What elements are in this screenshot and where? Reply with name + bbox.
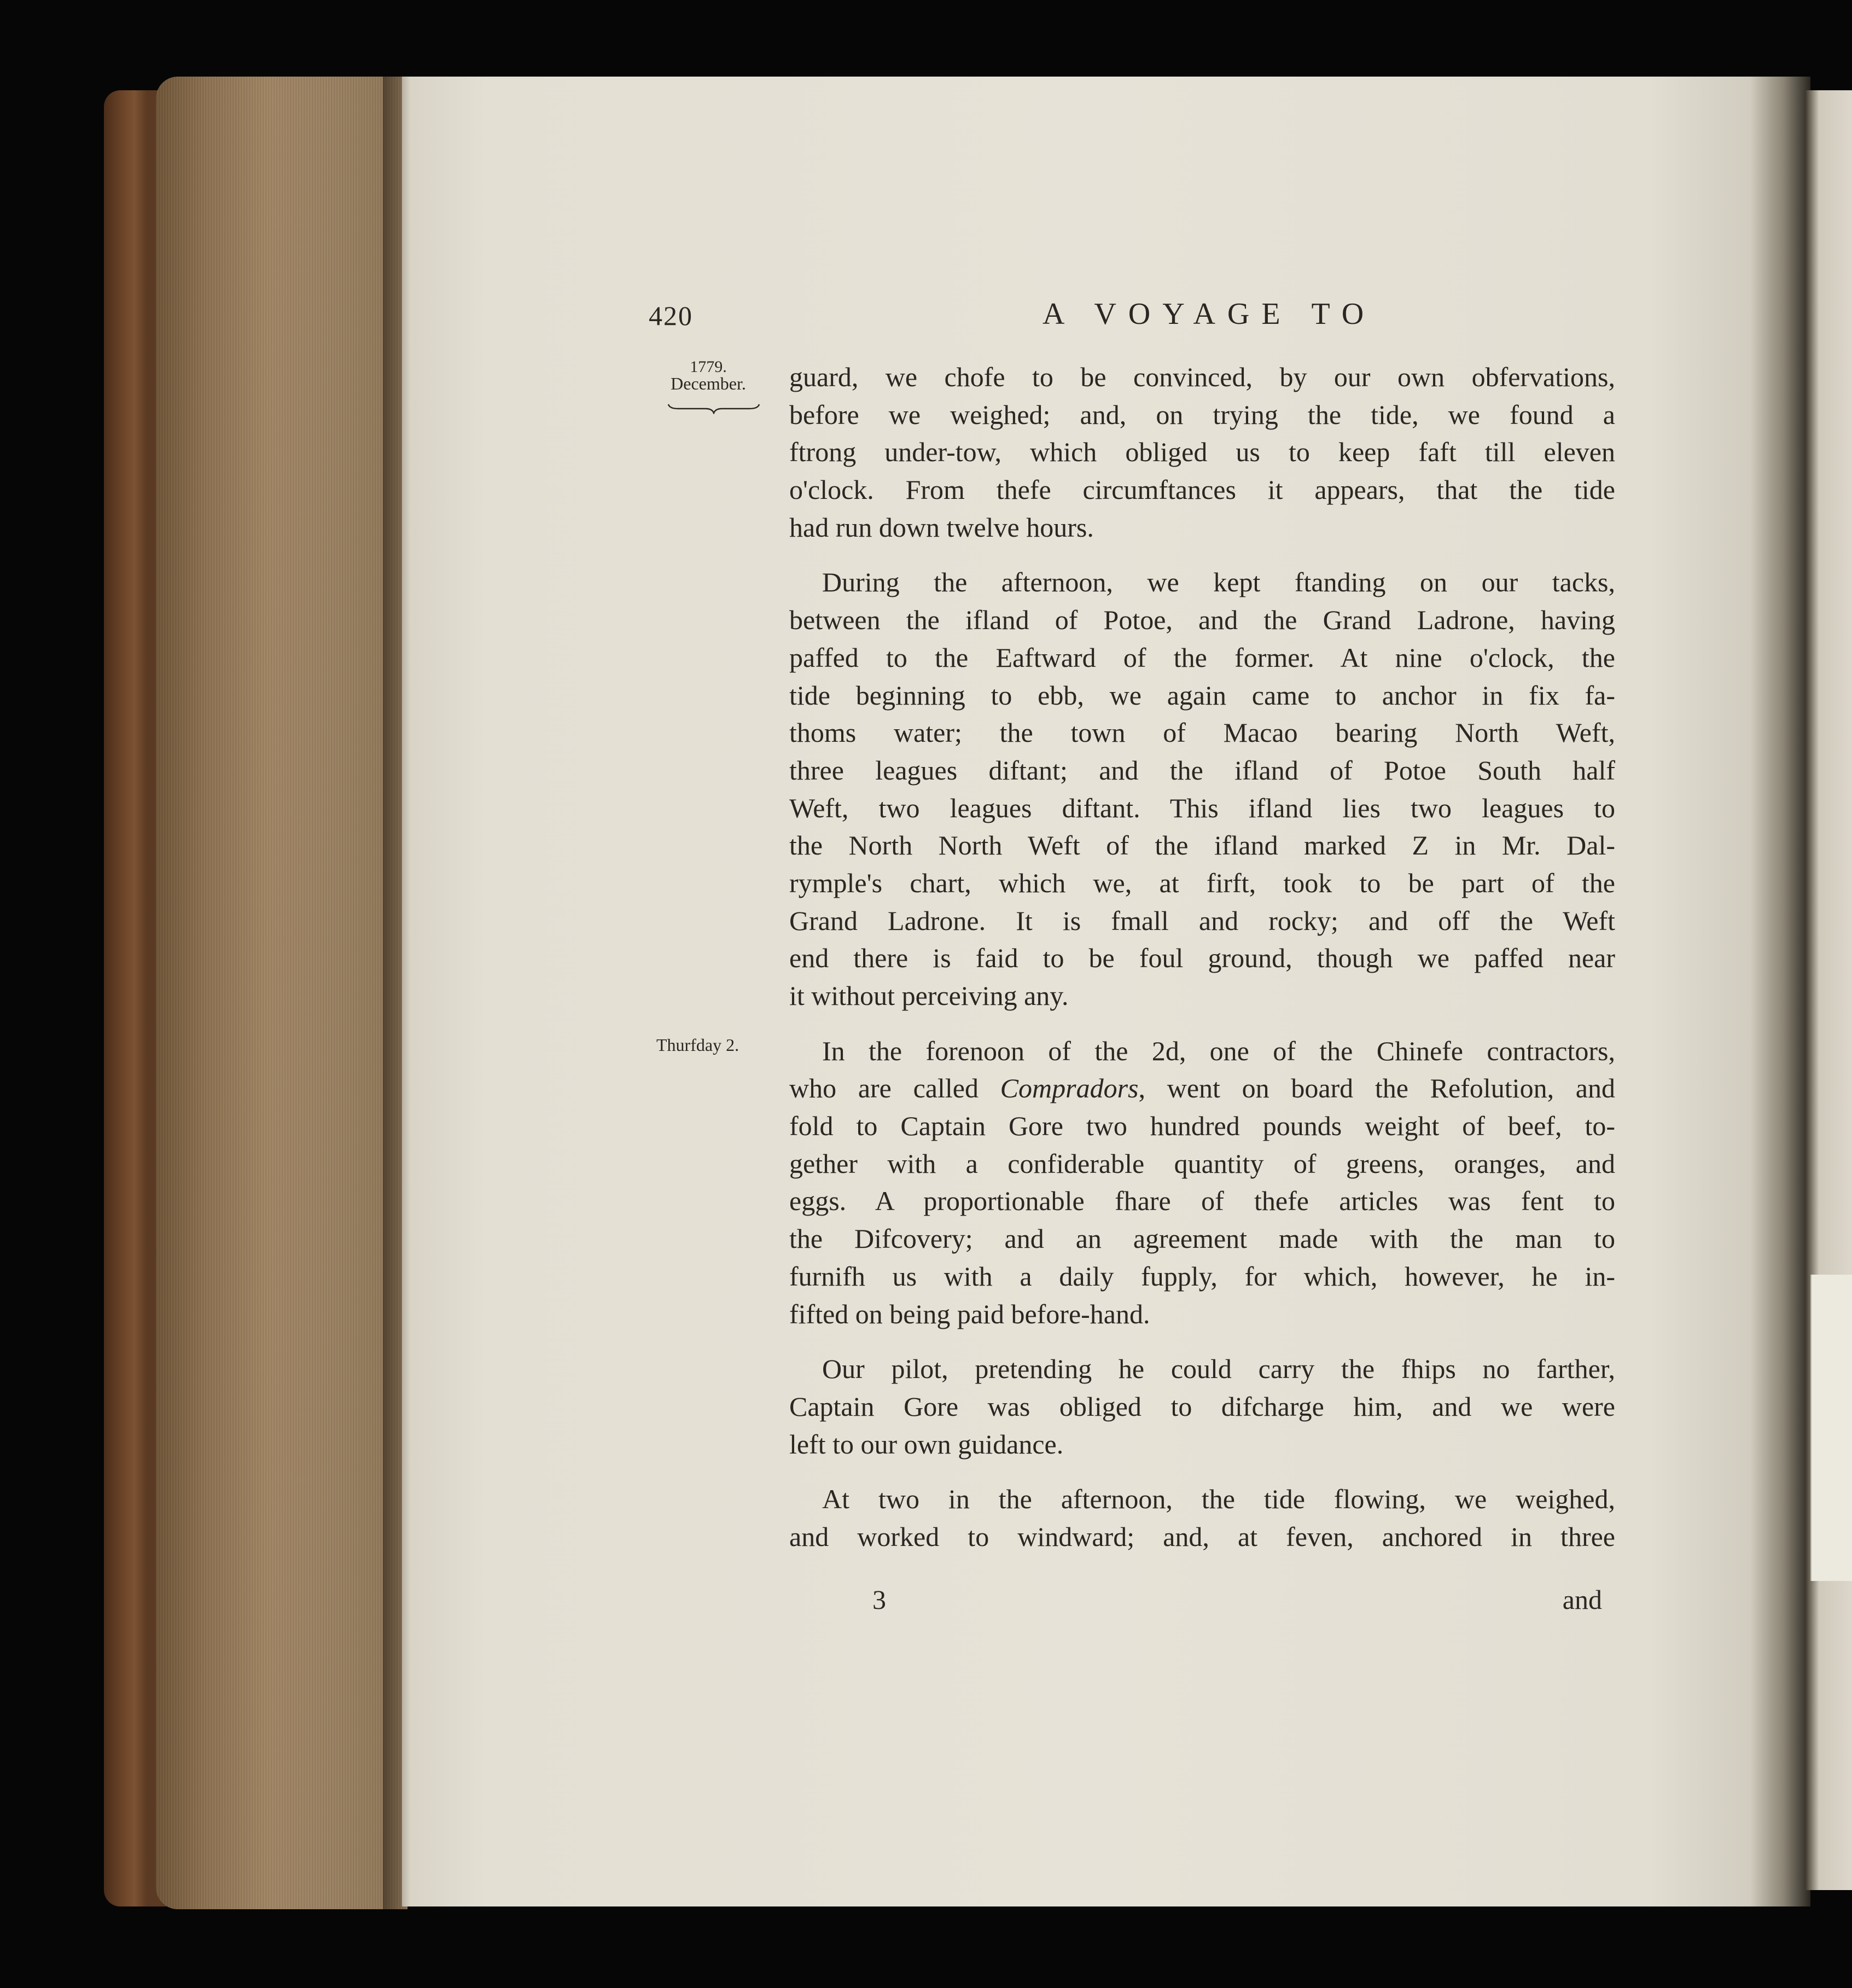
page-number: 420 — [649, 300, 693, 331]
page-footer — [789, 1584, 1615, 1621]
paper-slip — [1810, 1275, 1852, 1581]
paragraph — [789, 1032, 1615, 1333]
margin-date-note — [654, 359, 763, 392]
running-head — [649, 297, 1748, 338]
text-line: the North North Weft of the ifland marked Z in Mr. Dal- — [789, 830, 1615, 861]
text-line: o'clock. From thefe circumftances it appears, that the tide — [789, 474, 1615, 505]
text-line: fifted on being paid before-hand. — [789, 1298, 1150, 1329]
page-block-edge — [156, 77, 407, 1909]
margin-year: 1779. — [690, 358, 727, 376]
paragraph — [789, 563, 1615, 1014]
text-line: guard, we chofe to be convinced, by our own obfervations, — [789, 362, 1615, 392]
text-line: thoms water; the town of Macao bearing North Weft, — [789, 717, 1615, 748]
paragraph — [789, 358, 1615, 546]
paragraph — [789, 1350, 1615, 1463]
text-line: paffed to the Eaftward of the former. At nine o'clock, the — [789, 642, 1615, 673]
text-line: Our pilot, pretending he could carry the fhips no farther, — [822, 1353, 1615, 1385]
text-line: it without perceiving any. — [789, 980, 1069, 1011]
text-line: had run down twelve hours. — [789, 511, 1094, 543]
signature-mark: 3 — [872, 1584, 886, 1615]
text-line: the Difcovery; and an agreement made with the man to — [789, 1223, 1615, 1254]
margin-month: December. — [671, 374, 746, 393]
running-title: A VOYAGE TO — [1043, 297, 1376, 331]
right-page-sliver — [1805, 90, 1852, 1890]
text-line: left to our own guidance. — [789, 1428, 1064, 1460]
body-text — [789, 358, 1615, 1556]
margin-brace-icon — [667, 402, 760, 414]
text-line: ftrong under-tow, which obliged us to keep faft till eleven — [789, 437, 1615, 468]
text-line: fold to Captain Gore two hundred pounds weight of beef, to- — [789, 1111, 1615, 1142]
text-line: furnifh us with a daily fupply, for which, however, he in- — [789, 1260, 1615, 1292]
text-line: In the forenoon of the 2d, one of the Chinefe contractors, — [822, 1035, 1615, 1066]
text-line: end there is faid to be foul ground, though we paffed near — [789, 943, 1615, 974]
text-line: gether with a confiderable quantity of greens, oranges, and — [789, 1148, 1615, 1179]
text-line: Weft, two leagues diftant. This ifland lies two leagues to — [789, 792, 1615, 823]
text-line: At two in the afternoon, the tide flowing, we weighed, — [822, 1484, 1615, 1515]
text-line: three leagues diftant; and the ifland of Potoe South half — [789, 754, 1615, 786]
text-line: who are called Compradors, went on board the Refolution, and — [789, 1073, 1615, 1104]
page-edge-shadow — [383, 77, 410, 1909]
catchword: and — [1562, 1584, 1602, 1615]
text-line: During the afternoon, we kept ftanding on our tacks, — [822, 567, 1615, 598]
gutter-shadow — [1750, 77, 1810, 1906]
text-line: between the ifland of Potoe, and the Grand Ladrone, having — [789, 604, 1615, 636]
text-line: and worked to windward; and, at feven, anchored in three — [789, 1521, 1615, 1552]
italic-term: Compradors — [1000, 1073, 1139, 1104]
text-line: rymple's chart, which we, at firft, took to be part of the — [789, 867, 1615, 898]
text-line: Captain Gore was obliged to difcharge him, and we were — [789, 1391, 1615, 1422]
paragraph — [789, 1480, 1615, 1555]
text-line: before we weighed; and, on trying the tide, we found a — [789, 399, 1615, 430]
text-line: Grand Ladrone. It is fmall and rocky; and off the Weft — [789, 905, 1615, 936]
text-line: eggs. A proportionable fhare of thefe articles was fent to — [789, 1185, 1615, 1217]
margin-day-note: Thurfday 2. — [656, 1035, 739, 1055]
text-line: tide beginning to ebb, we again came to anchor in fix fa- — [789, 679, 1615, 711]
